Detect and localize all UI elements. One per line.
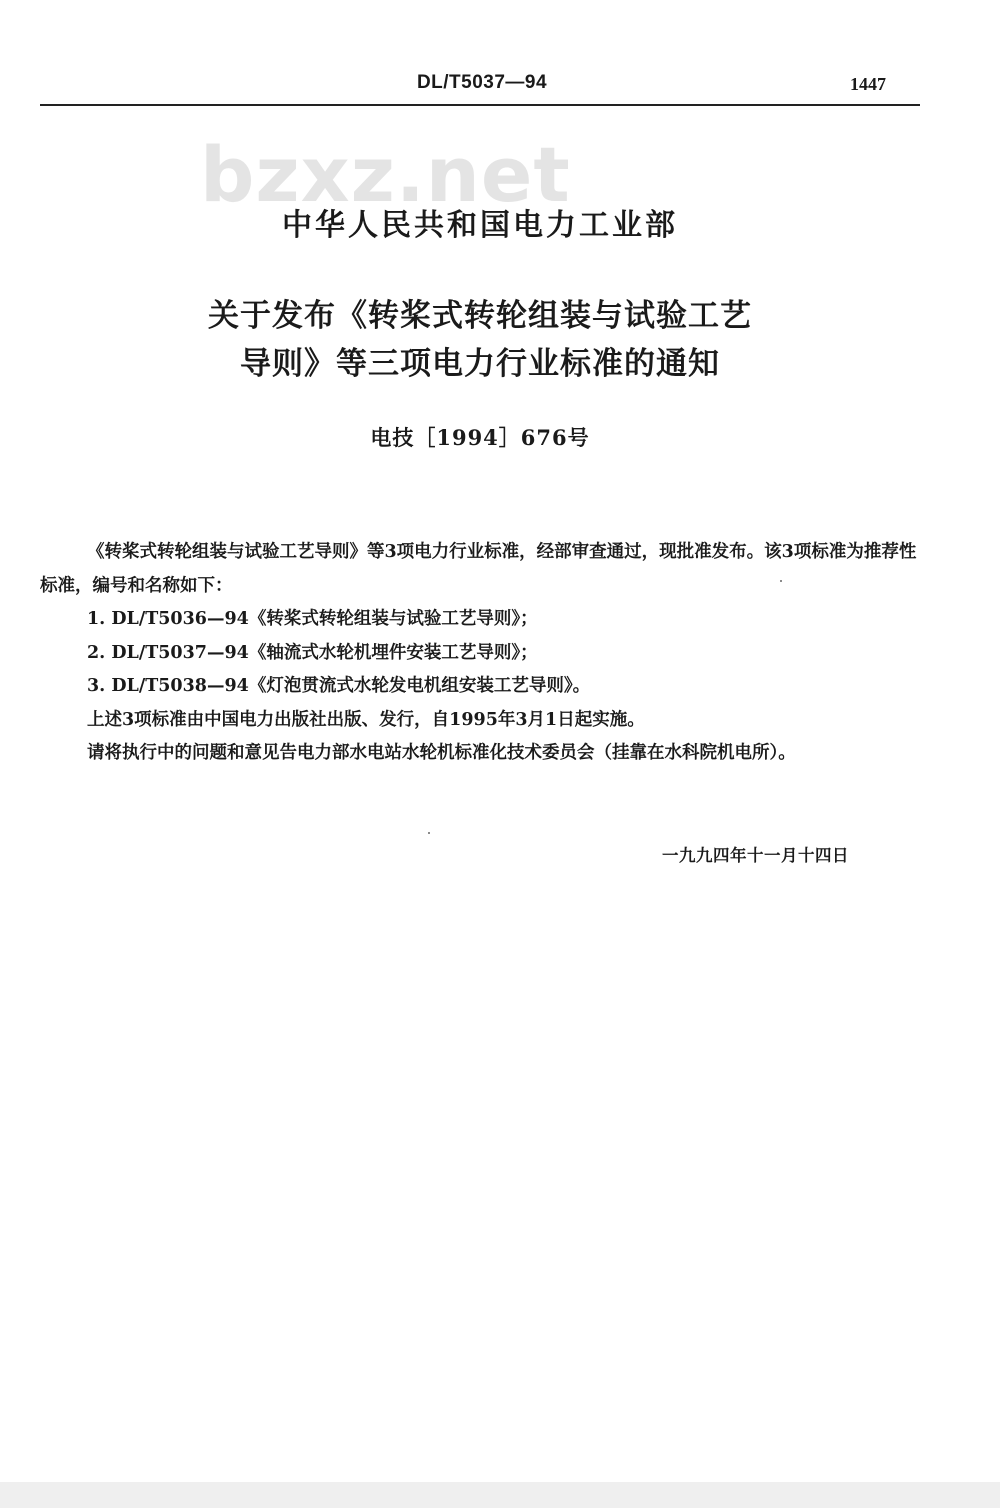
- intro-paragraph: 《转桨式转轮组装与试验工艺导则》等3项电力行业标准，经部审查通过，现批准发布。该3项标准为推荐性标准，编号和名称如下：: [40, 542, 917, 596]
- watermark: bzxz.net: [200, 130, 571, 219]
- header-standard-code: DL/T5037—94: [416, 72, 548, 93]
- standard-item-1: 1. DL/T5036—94《转桨式转轮组装与试验工艺导则》；: [87, 609, 538, 629]
- issue-date: 一九九四年十一月十四日: [662, 846, 849, 865]
- body-text: [40, 536, 920, 771]
- title-line-2: 导则》等三项电力行业标准的通知: [240, 346, 720, 382]
- page-number: 1447: [850, 74, 886, 94]
- standard-item-3: 3. DL/T5038—94《灯泡贯流式水轮发电机组安装工艺导则》。: [87, 676, 591, 696]
- scan-speck: [780, 580, 782, 582]
- header-rule: [40, 104, 920, 106]
- title-line-1: 关于发布《转桨式转轮组装与试验工艺: [208, 298, 752, 334]
- publication-paragraph: 上述3项标准由中国电力出版社出版、发行，自1995年3月1日起实施。: [87, 709, 645, 730]
- standard-item-2: 2. DL/T5037—94《轴流式水轮机埋件安装工艺导则》；: [87, 642, 538, 663]
- page-bottom-band: [0, 1482, 1000, 1508]
- document-title: [0, 292, 960, 388]
- scan-speck: [428, 832, 430, 834]
- feedback-paragraph: 请将执行中的问题和意见告电力部水电站水轮机标准化技术委员会（挂靠在水科院机电所）。: [87, 743, 796, 763]
- document-number: 电技［1994］676号: [370, 425, 590, 450]
- issuer-heading: 中华人民共和国电力工业部: [282, 208, 678, 243]
